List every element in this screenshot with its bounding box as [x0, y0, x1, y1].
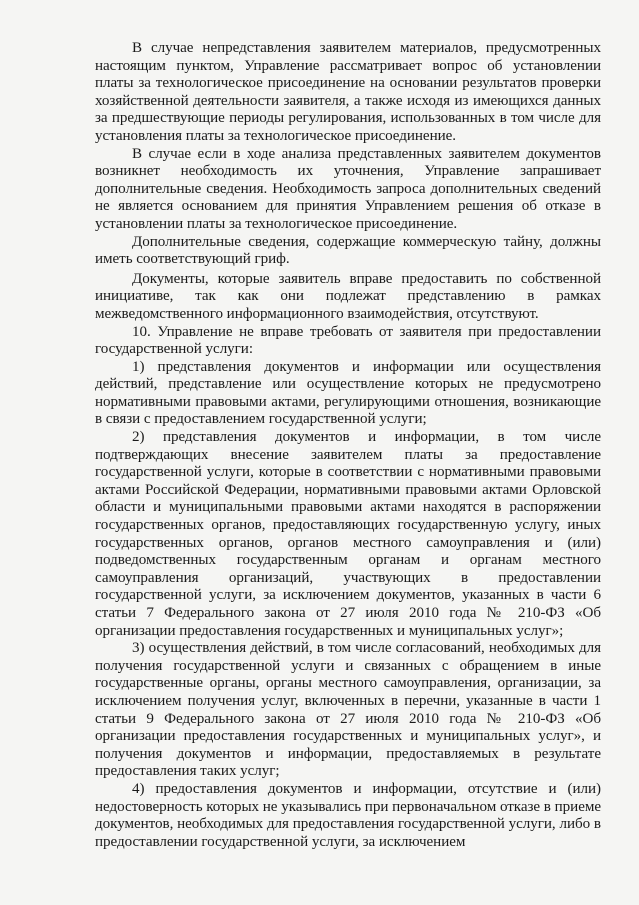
paragraph-commercial-secret: Дополнительные сведения, содержащие коммерческую тайну, должны иметь соответствующий гриф.	[95, 233, 601, 268]
paragraph-item-10: 10. Управление не вправе требовать от заявителя при предоставлении государственной услуги:	[95, 323, 601, 358]
paragraph-clarification: В случае если в ходе анализа представленных заявителем документов возникнет необходимость их уточнения, Управление запрашивает дополнительные сведения. Необходимость запроса дополнительных сведений не является основанием для принятия Управлением решения об отказе в установлении платы за технологическое присоединение.	[95, 145, 601, 232]
document-body	[95, 40, 601, 851]
paragraph-subitem-3: 3) осуществления действий, в том числе согласований, необходимых для получения государственной услуги и связанных с обращением в иные государственные органы, органы местного самоуправления, организации, за исключением получения услуг, включенных в перечни, указанные в части 1 статьи 9 Федерального закона от 27 июля 2010 года № 210-ФЗ «Об организации предоставления государственных и муниципальных услуг», и получения документов и информации, предоставляемых в результате предоставления таких услуг;	[95, 640, 601, 780]
paragraph-nonsubmission: В случае непредставления заявителем материалов, предусмотренных настоящим пунктом, Управление рассматривает вопрос об установлении платы за технологическое присоединение на основании результатов проверки хозяйственной деятельности заявителя, а также исходя из имеющихся данных за предшествующие периоды регулирования, использованных в том числе для установления платы за технологическое присоединение.	[95, 40, 601, 144]
paragraph-subitem-2: 2) представления документов и информации, в том числе подтверждающих внесение заявителем платы за предоставление государственной услуги, которые в соответствии с нормативными правовыми актами Российской Федерации, нормативными правовыми актами Орловской области и муниципальными правовыми актами находятся в распоряжении государственных органов, предоставляющих государственную услугу, иных государственных органов, органов местного самоуправления и (или) подведомственных государственным органам и органам местного самоуправления организаций, участвующих в предоставлении государственной услуги, за исключением документов, указанных в части 6 статьи 7 Федерального закона от 27 июля 2010 года № 210-ФЗ «Об организации предоставления государственных и муниципальных услуг»;	[95, 429, 601, 639]
paragraph-subitem-4: 4) предоставления документов и информации, отсутствие и (или) недостоверность которых не указывались при первоначальном отказе в приеме документов, необходимых для предоставления государственной услуги, либо в предоставлении государственной услуги, за исключением	[95, 780, 601, 850]
paragraph-subitem-1: 1) представления документов и информации или осуществления действий, представление или осуществление которых не предусмотрено нормативными правовыми актами, регулирующими отношения, возникающие в связи с предоставлением государственной услуги;	[95, 358, 601, 428]
paragraph-own-initiative: Документы, которые заявитель вправе предоставить по собственной инициативе, так как они подлежат представлению в рамках межведомственного информационного взаимодействия, отсутствуют.	[95, 270, 601, 322]
